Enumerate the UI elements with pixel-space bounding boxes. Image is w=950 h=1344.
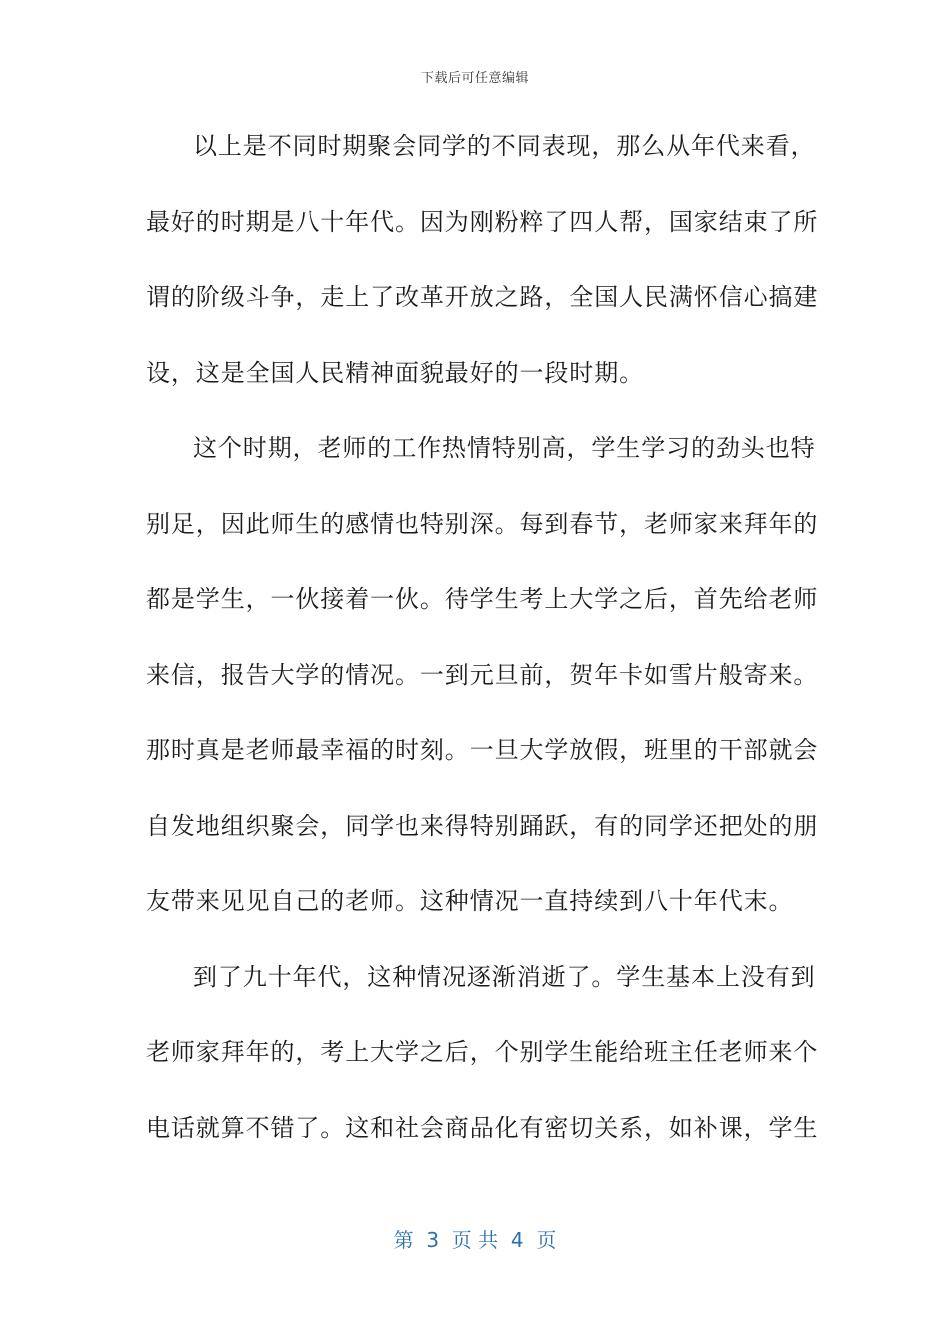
text-line: 电话就算不错了。这和社会商品化有密切关系，如补课，学生: [146, 1113, 819, 1142]
text-line: 设，这是全国人民精神面貌最好的一段时期。: [146, 358, 644, 387]
text-line: 自发地组织聚会，同学也来得特别踊跃，有的同学还把处的朋: [146, 811, 819, 840]
text-line: 那时真是老师最幸福的时刻。一旦大学放假，班里的干部就会: [146, 736, 819, 764]
text-line: 别足，因此师生的感情也特别深。每到春节，老师家来拜年的: [146, 509, 819, 538]
text-line: 都是学生，一伙接着一伙。待学生考上大学之后，首先给老师: [146, 585, 819, 613]
page-number-footer: 第 3 页 共 4 页: [393, 1228, 557, 1252]
page-header-note: 下载后可任意编辑: [420, 71, 529, 86]
text-line: 到了九十年代，这种情况逐渐消逝了。学生基本上没有到: [193, 962, 816, 991]
text-line: 以上是不同时期聚会同学的不同表现，那么从年代来看，: [193, 132, 816, 160]
text-line: 来信，报告大学的情况。一到元旦前，贺年卡如雪片般寄来。: [146, 660, 819, 689]
text-line: 最好的时期是八十年代。因为刚粉粹了四人帮，国家结束了所: [146, 207, 819, 236]
text-line: 这个时期，老师的工作热情特别高，学生学习的劲头也特: [193, 434, 816, 462]
text-line: 老师家拜年的，考上大学之后，个别学生能给班主任老师来个: [146, 1038, 819, 1066]
text-line: 友带来见见自己的老师。这种情况一直持续到八十年代末。: [146, 887, 794, 915]
document-body: [146, 117, 819, 1174]
text-line: 谓的阶级斗争，走上了改革开放之路，全国人民满怀信心搞建: [146, 283, 819, 311]
